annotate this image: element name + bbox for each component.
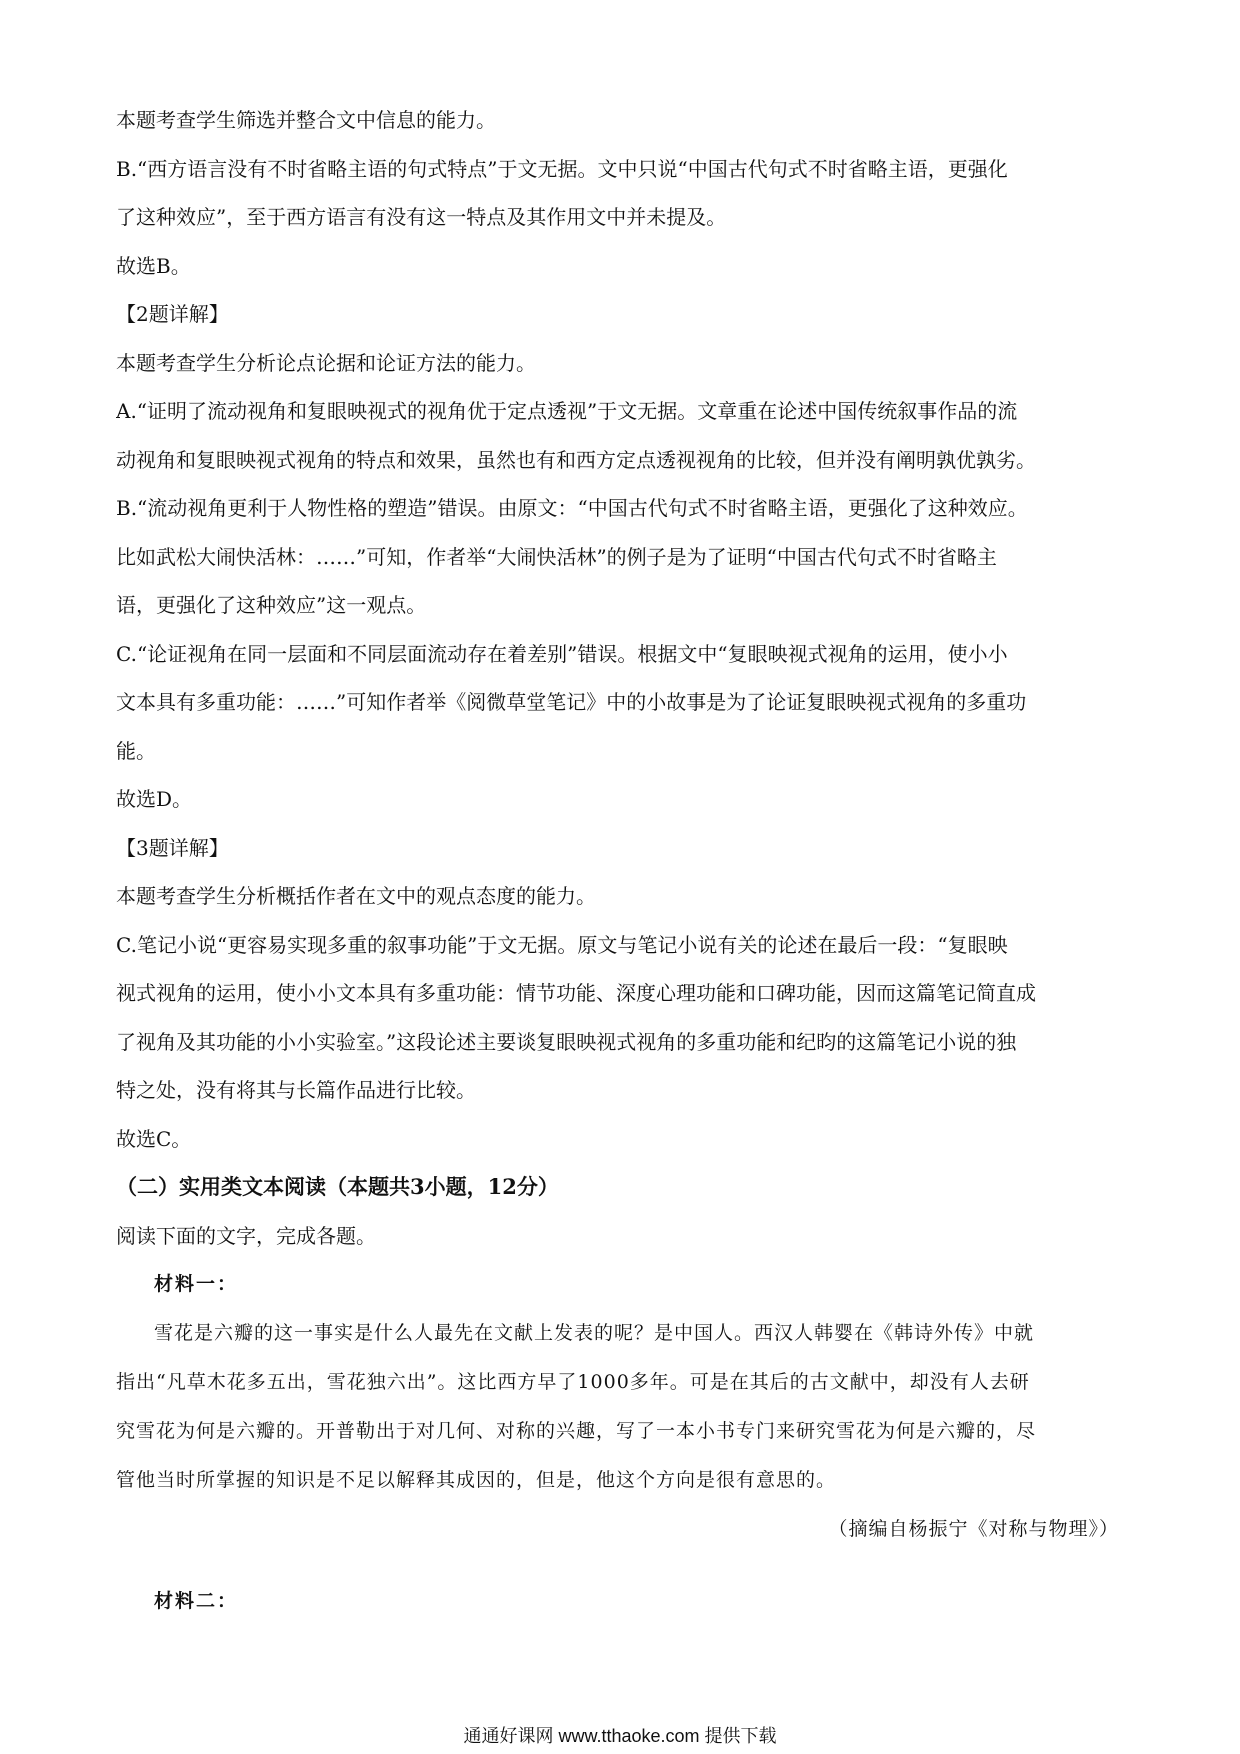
text-line: 特之处，没有将其与长篇作品进行比较。 [116, 1078, 476, 1102]
text-line: 故选C。 [116, 1126, 192, 1151]
text-line: 语，更强化了这种效应”这一观点。 [116, 593, 427, 617]
material-two-label: 材料二： [154, 1590, 239, 1612]
question-heading-2: 【2题详解】 [116, 302, 229, 326]
text-line: 了这种效应”，至于西方语言有没有这一特点及其作用文中并未提及。 [116, 205, 727, 229]
text-line: 视式视角的运用，使小小文本具有多重功能：情节功能、深度心理功能和口碑功能，因而这篇笔记简直成 [116, 981, 1036, 1005]
text-line: 本题考查学生筛选并整合文中信息的能力。 [116, 108, 496, 132]
document-body [116, 96, 1131, 1626]
text-line: C.“论证视角在同一层面和不同层面流动存在着差别”错误。根据文中“复眼映视式视角的运用，使小小 [116, 641, 1008, 666]
page-footer: 通通好课网 www.tthaoke.com 提供下载 [463, 1726, 777, 1746]
text-line: A.“证明了流动视角和复眼映视式的视角优于定点透视”于文无据。文章重在论述中国传统叙事作品的流 [116, 399, 1018, 423]
text-line: 本题考查学生分析概括作者在文中的观点态度的能力。 [116, 884, 596, 908]
text-line: B.“流动视角更利于人物性格的塑造”错误。由原文：“中国古代句式不时省略主语，更强化了这种效应。 [116, 496, 1028, 520]
text-line: C.笔记小说“更容易实现多重的叙事功能”于文无据。原文与笔记小说有关的论述在最后一段：“复眼映 [116, 932, 1008, 957]
material-one-line: 指出“凡草木花多五出，雪花独六出”。这比西方早了1000多年。可是在其后的古文献中，却没有人去研 [116, 1370, 1030, 1393]
question-heading-3: 【3题详解】 [116, 835, 229, 860]
material-one-label: 材料一： [154, 1273, 239, 1295]
text-line: B.“西方语言没有不时省略主语的句式特点”于文无据。文中只说“中国古代句式不时省略主语，更强化 [116, 156, 1008, 181]
text-line: 动视角和复眼映视式视角的特点和效果，虽然也有和西方定点透视视角的比较，但并没有阐明孰优孰劣。 [116, 447, 1036, 472]
text-line: 文本具有多重功能：……”可知作者举《阅微草堂笔记》中的小故事是为了论证复眼映视式视角的多重功 [116, 690, 1027, 714]
text-line: 能。 [116, 738, 156, 763]
text-line: 故选B。 [116, 253, 191, 278]
text-line: 了视角及其功能的小小实验室。”这段论述主要谈复眼映视式视角的多重功能和纪昀的这篇笔记小说的独 [116, 1029, 1017, 1054]
text-line: 比如武松大闹快活林：……”可知，作者举“大闹快活林”的例子是为了证明“中国古代句式不时省略主 [116, 544, 997, 569]
spacer [116, 1553, 1131, 1577]
instruction-text: 阅读下面的文字，完成各题。 [116, 1223, 376, 1248]
material-one-source: （摘编自杨振宁《对称与物理》） [828, 1517, 1119, 1540]
material-one-line: 究雪花为何是六瓣的。开普勒出于对几何、对称的兴趣，写了一本小书专门来研究雪花为何是六瓣的，尽 [116, 1419, 1037, 1442]
material-one-line: 雪花是六瓣的这一事实是什么人最先在文献上发表的呢？是中国人。西汉人韩婴在《韩诗外传》中就 [154, 1321, 1035, 1344]
section-heading: （二）实用类文本阅读（本题共3小题，12分） [116, 1174, 559, 1199]
text-line: 本题考查学生分析论点论据和论证方法的能力。 [116, 350, 536, 375]
material-one-line: 管他当时所掌握的知识是不足以解释其成因的，但是，他这个方向是很有意思的。 [116, 1468, 837, 1491]
text-line: 故选D。 [116, 787, 193, 811]
